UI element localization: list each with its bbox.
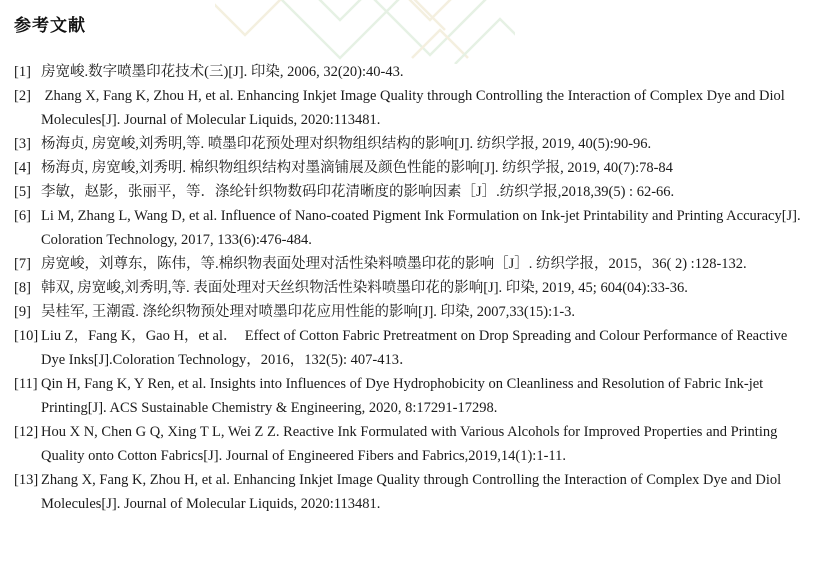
reference-item xyxy=(14,468,809,516)
reference-text: Zhang X, Fang K, Zhou H, et al. Enhancing Inkjet Image Quality through Controlling the Interaction of Complex Dye and Diol Molecules[J]. Journal of Molecular Liquids, 2020:113481. xyxy=(41,472,785,512)
reference-text: 杨海贞, 房宽峻,刘秀明,等. 喷墨印花预处理对织物组织结构的影响[J]. 纺织学报, 2019, 40(5):90-96. xyxy=(41,136,652,152)
reference-number: [12] xyxy=(14,424,39,440)
reference-item xyxy=(14,180,809,204)
reference-text: Li M, Zhang L, Wang D, et al. Influence of Nano-coated Pigment Ink Formulation on Ink-jet Printability and Printing Accuracy[J]. Coloration Technology, 2017, 133(6):476-484. xyxy=(41,208,805,248)
reference-number: [11] xyxy=(14,376,38,392)
reference-text: Zhang X, Fang K, Zhou H, et al. Enhancing Inkjet Image Quality through Controlling the Interaction of Complex Dye and Diol Molecules[J]. Journal of Molecular Liquids, 2020:113481. xyxy=(41,88,789,128)
reference-number: [1] xyxy=(14,64,31,80)
reference-number: [7] xyxy=(14,256,31,272)
reference-number: [2] xyxy=(14,88,31,104)
reference-text: 房宽峻.数字喷墨印花技术(三)[J]. 印染, 2006, 32(20):40-43. xyxy=(41,64,404,80)
reference-item xyxy=(14,204,809,252)
reference-item xyxy=(14,324,809,372)
reference-text: Hou X N, Chen G Q, Xing T L, Wei Z Z. Reactive Ink Formulated with Various Alcohols for Improved Properties and Printing Quality onto Cotton Fabrics[J]. Journal of Engineered Fibers and Fabrics,2019,14(1):1-11. xyxy=(41,424,781,464)
reference-item xyxy=(14,84,809,132)
reference-number: [3] xyxy=(14,136,31,152)
reference-text: 李敏，赵影，张丽平，等．涤纶针织物数码印花清晰度的影响因素［J］.纺织学报,2018,39(5) : 62-66. xyxy=(41,184,675,200)
reference-number: [4] xyxy=(14,160,31,176)
reference-item xyxy=(14,132,809,156)
reference-item xyxy=(14,372,809,420)
reference-text: 杨海贞, 房宽峻,刘秀明. 棉织物组织结构对墨滴铺展及颜色性能的影响[J]. 纺织学报, 2019, 40(7):78-84 xyxy=(41,160,673,176)
reference-number: [10] xyxy=(14,328,39,344)
reference-item xyxy=(14,156,809,180)
reference-text: 房宽峻，刘尊东，陈伟，等.棉织物表面处理对活性染料喷墨印花的影响［J］. 纺织学报，2015，36( 2) :128-132. xyxy=(41,256,747,272)
reference-text: Liu Z，Fang K，Gao H，et al． Effect of Cotton Fabric Pretreatment on Drop Spreading and Colour Performance of Reactive Dye Inks[J].Coloration Technology，2016，132(5): 407-413． xyxy=(41,328,791,368)
reference-item xyxy=(14,300,809,324)
page-title: 参考文献 xyxy=(14,16,86,35)
reference-text: Qin H, Fang K, Y Ren, et al. Insights into Influences of Dye Hydrophobicity on Cleanliness and Resolution of Fabric Ink-jet Printing[J]. ACS Sustainable Chemistry & Engineering, 2020, 8:17291-17298. xyxy=(41,376,767,416)
reference-number: [9] xyxy=(14,304,31,320)
reference-item xyxy=(14,420,809,468)
reference-number: [8] xyxy=(14,280,31,296)
reference-number: [13] xyxy=(14,472,39,488)
reference-number: [6] xyxy=(14,208,31,224)
reference-text: 韩双, 房宽峻,刘秀明,等. 表面处理对天丝织物活性染料喷墨印花的影响[J]. 印染, 2019, 45; 604(04):33-36. xyxy=(41,280,688,296)
reference-number: [5] xyxy=(14,184,31,200)
reference-text: 吴桂军, 王潮霞. 涤纶织物预处理对喷墨印花应用性能的影响[J]. 印染, 2007,33(15):1-3. xyxy=(41,304,576,320)
reference-item xyxy=(14,60,809,84)
reference-item xyxy=(14,252,809,276)
reference-item xyxy=(14,276,809,300)
references-list xyxy=(14,60,809,516)
